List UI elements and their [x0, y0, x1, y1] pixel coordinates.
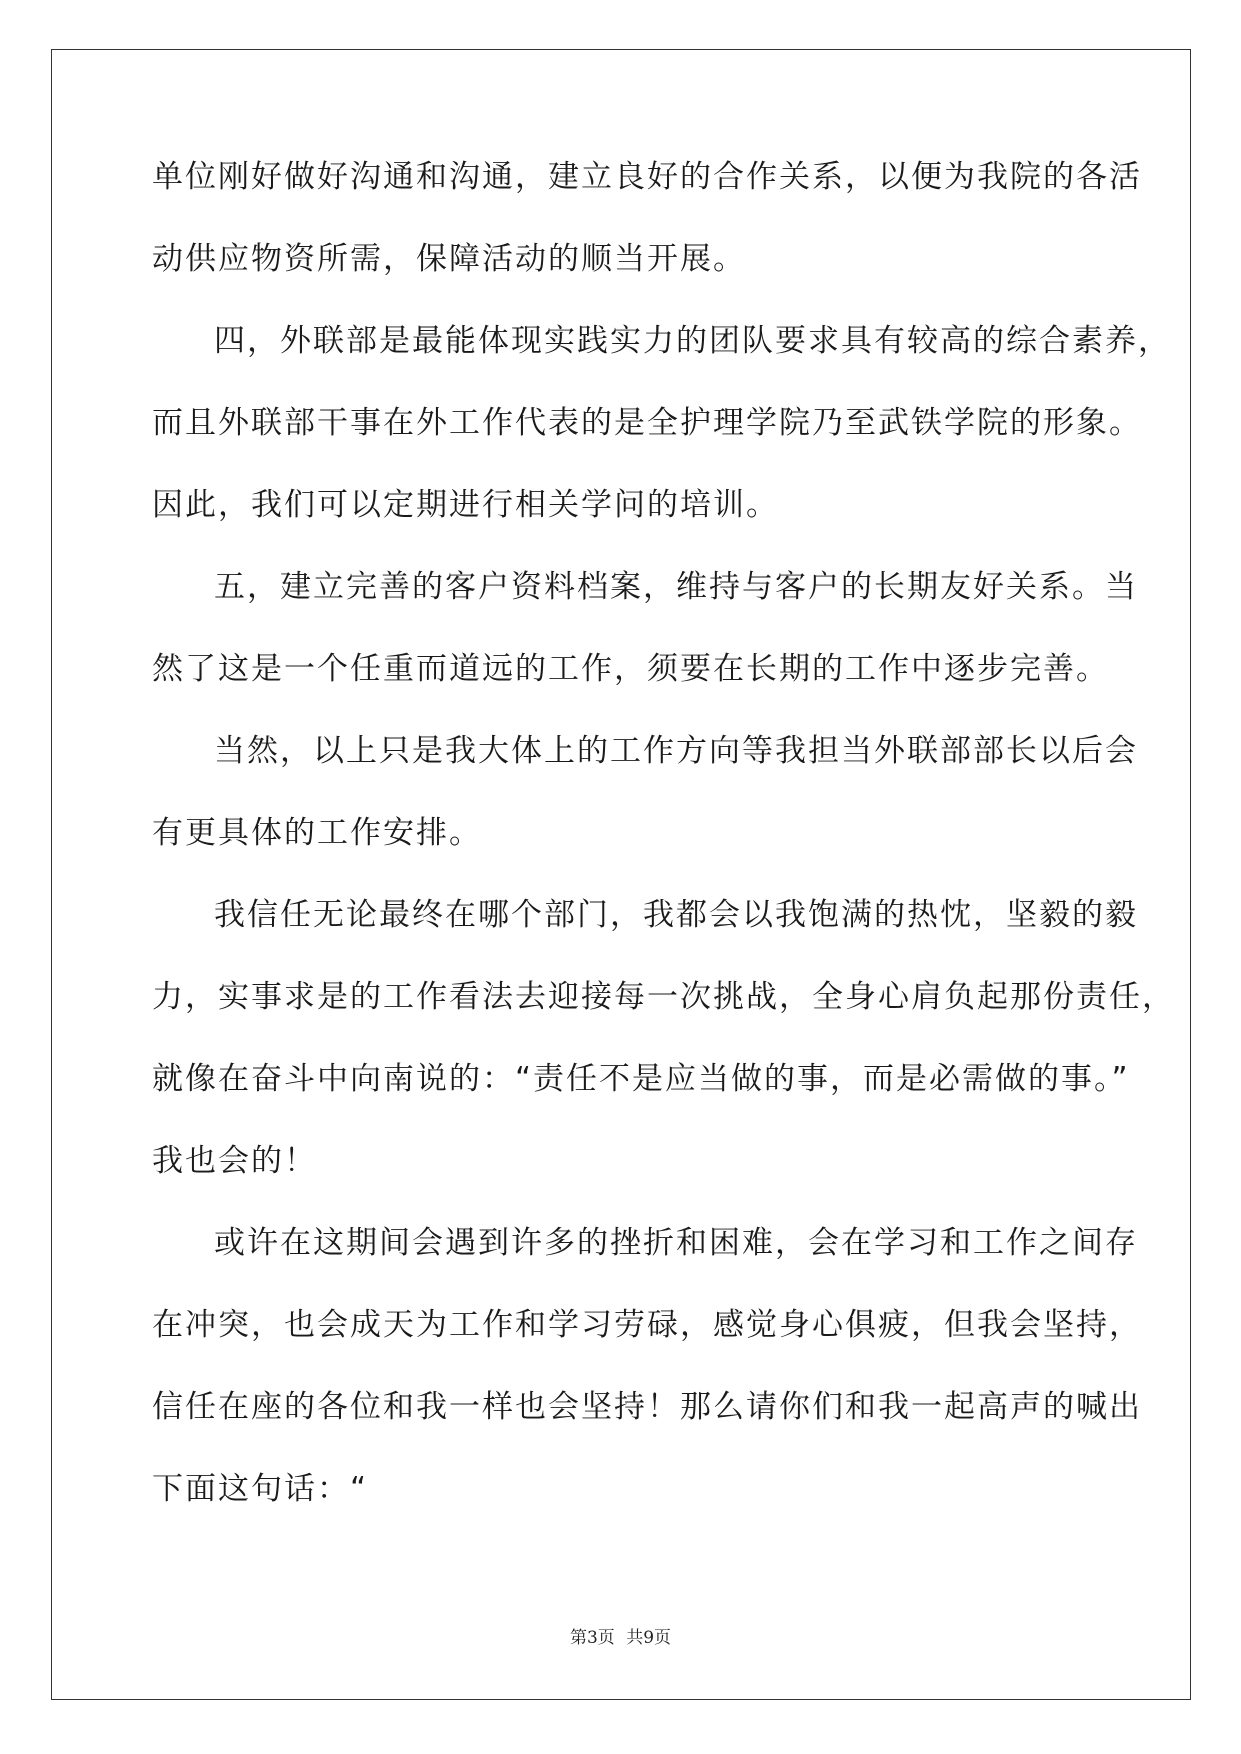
page-number-total: 共9页	[626, 1628, 672, 1648]
text-line: 下面这句话：“	[152, 1471, 369, 1507]
text-line: 当然，以上只是我大体上的工作方向等我担当外联部部长以后会	[214, 733, 1138, 769]
text-line: 单位刚好做好沟通和沟通，建立良好的合作关系，以便为我院的各活	[152, 159, 1142, 195]
text-line: 然了这是一个任重而道远的工作，须要在长期的工作中逐步完善。	[152, 651, 1109, 687]
text-line: 因此，我们可以定期进行相关学问的培训。	[152, 487, 779, 523]
text-line: 在冲突，也会成天为工作和学习劳碌，感觉身心俱疲，但我会坚持，	[152, 1307, 1142, 1343]
page-footer	[0, 1623, 1241, 1648]
text-line: 我信任无论最终在哪个部门，我都会以我饱满的热忱，坚毅的毅	[214, 897, 1138, 933]
text-line: 五，建立完善的客户资料档案，维持与客户的长期友好关系。当	[214, 569, 1138, 605]
text-line: 信任在座的各位和我一样也会坚持！那么请你们和我一起高声的喊出	[152, 1389, 1142, 1425]
document-body	[152, 159, 1175, 1556]
text-line: 我也会的！	[152, 1143, 317, 1179]
text-line: 动供应物资所需，保障活动的顺当开展。	[152, 241, 746, 277]
text-line: 而且外联部干事在外工作代表的是全护理学院乃至武铁学院的形象。	[152, 405, 1142, 441]
text-line: 就像在奋斗中向南说的：“责任不是应当做的事，而是必需做的事。”	[152, 1061, 1130, 1097]
text-line: 有更具体的工作安排。	[152, 815, 482, 851]
page-number-current: 第3页	[569, 1628, 615, 1648]
text-line: 四，外联部是最能体现实践实力的团队要求具有较高的综合素养，	[214, 323, 1171, 359]
text-line: 或许在这期间会遇到许多的挫折和困难，会在学习和工作之间存	[214, 1225, 1138, 1261]
text-line: 力，实事求是的工作看法去迎接每一次挑战，全身心肩负起那份责任，	[152, 979, 1175, 1015]
